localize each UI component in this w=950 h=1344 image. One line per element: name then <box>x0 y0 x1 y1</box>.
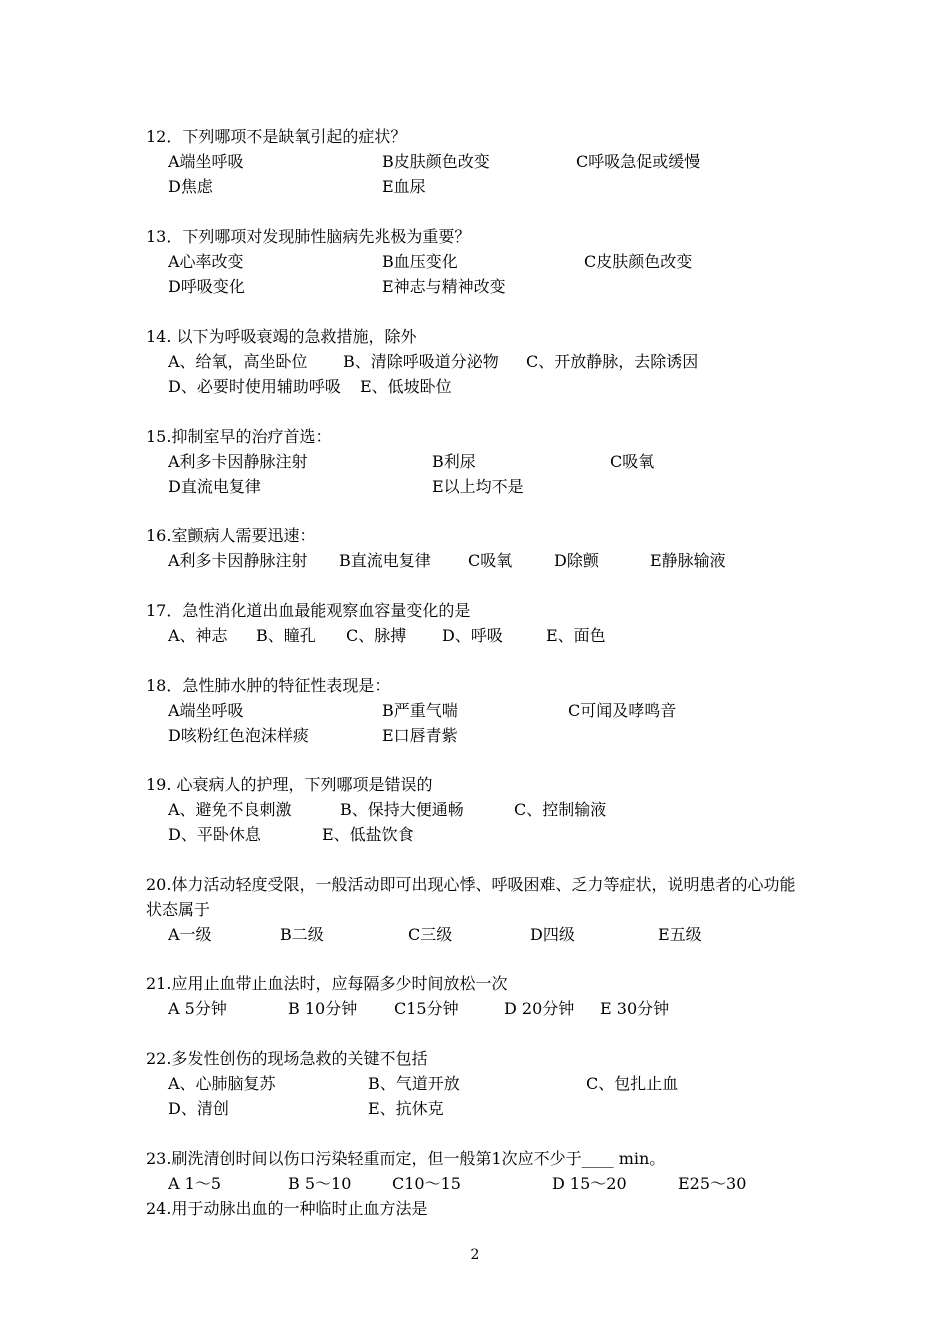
option-c: C呼吸急促或缓慢 <box>576 152 701 171</box>
option-a: A利多卡因静脉注射 <box>168 551 308 570</box>
option-e: E五级 <box>658 925 702 944</box>
option-e: E25～30 <box>678 1174 747 1193</box>
option-d: D呼吸变化 <box>168 277 245 296</box>
option-a: A、避免不良刺激 <box>168 800 292 819</box>
option-c: C、控制输液 <box>514 800 607 819</box>
question-23 <box>146 1146 846 1196</box>
question-22 <box>146 1046 846 1121</box>
question-15 <box>146 424 846 499</box>
option-a: A一级 <box>168 925 212 944</box>
option-d: D、必要时使用辅助呼吸 <box>168 377 341 396</box>
option-e: E、低坡卧位 <box>360 377 452 396</box>
option-row <box>146 174 846 199</box>
option-e: E静脉输液 <box>650 551 726 570</box>
option-e: E、抗休克 <box>368 1099 444 1118</box>
question-stem: 17．急性消化道出血最能观察血容量变化的是 <box>146 601 471 620</box>
option-row <box>146 149 846 174</box>
question-13 <box>146 224 846 299</box>
option-a: A利多卡因静脉注射 <box>168 452 308 471</box>
question-stem: 22.多发性创伤的现场急救的关键不包括 <box>146 1049 428 1068</box>
option-row <box>146 548 846 573</box>
option-row <box>146 274 846 299</box>
option-row <box>146 1096 846 1121</box>
option-b: B血压变化 <box>382 252 458 271</box>
option-b: B利尿 <box>432 452 476 471</box>
question-stem: 24.用于动脉出血的一种临时止血方法是 <box>146 1199 428 1218</box>
option-e: E神志与精神改变 <box>382 277 506 296</box>
option-row <box>146 1171 846 1196</box>
option-row <box>146 996 846 1021</box>
option-a: A、给氧，高坐卧位 <box>168 352 308 371</box>
option-c: C10～15 <box>392 1174 461 1193</box>
option-e: E、低盐饮食 <box>322 825 414 844</box>
option-d: D 20分钟 <box>504 999 575 1018</box>
option-b: B、清除呼吸道分泌物 <box>343 352 499 371</box>
question-stem: 19. 心衰病人的护理，下列哪项是错误的 <box>146 775 433 794</box>
question-16 <box>146 523 846 573</box>
option-row <box>146 349 846 374</box>
option-row <box>146 797 846 822</box>
option-d: D四级 <box>530 925 575 944</box>
option-c: C皮肤颜色改变 <box>584 252 693 271</box>
option-a: A心率改变 <box>168 252 244 271</box>
question-14 <box>146 324 846 399</box>
option-row <box>146 1071 846 1096</box>
option-b: B 10分钟 <box>288 999 358 1018</box>
option-row <box>146 922 846 947</box>
option-c: C、脉搏 <box>346 626 407 645</box>
question-21 <box>146 971 846 1021</box>
question-12 <box>146 124 846 199</box>
option-d: D、呼吸 <box>442 626 503 645</box>
option-d: D除颤 <box>554 551 599 570</box>
question-stem: 15.抑制室早的治疗首选： <box>146 427 332 446</box>
question-stem: 16.室颤病人需要迅速： <box>146 526 316 545</box>
option-e: E口唇青紫 <box>382 726 458 745</box>
option-c: C吸氧 <box>610 452 655 471</box>
option-row <box>146 449 846 474</box>
option-b: B、保持大便通畅 <box>340 800 464 819</box>
question-stem: 18．急性肺水肿的特征性表现是： <box>146 676 391 695</box>
question-stem: 14. 以下为呼吸衰竭的急救措施，除外 <box>146 327 417 346</box>
option-row <box>146 374 846 399</box>
question-stem: 23.刷洗清创时间以伤口污染轻重而定，但一般第1次应不少于____ min。 <box>146 1149 666 1168</box>
option-c: C、包扎止血 <box>586 1074 679 1093</box>
option-b: B皮肤颜色改变 <box>382 152 490 171</box>
option-e: E血尿 <box>382 177 426 196</box>
question-19 <box>146 772 846 847</box>
option-c: C三级 <box>408 925 453 944</box>
option-row <box>146 474 846 499</box>
option-d: D焦虑 <box>168 177 213 196</box>
option-c: C15分钟 <box>394 999 459 1018</box>
option-a: A端坐呼吸 <box>168 152 244 171</box>
option-a: A 5分钟 <box>168 999 227 1018</box>
option-a: A端坐呼吸 <box>168 701 244 720</box>
option-c: C吸氧 <box>468 551 513 570</box>
option-a: A、神志 <box>168 626 228 645</box>
option-b: B直流电复律 <box>339 551 431 570</box>
option-b: B 5～10 <box>288 1174 352 1193</box>
question-stem: 20.体力活动轻度受限，一般活动即可出现心悸、呼吸困难、乏力等症状，说明患者的心功能状态属于 <box>146 875 796 919</box>
option-b: B、瞳孔 <box>256 626 316 645</box>
option-row <box>146 623 846 648</box>
page-number: 2 <box>470 1247 480 1263</box>
option-b: B二级 <box>280 925 324 944</box>
option-d: D、平卧休息 <box>168 825 261 844</box>
option-c: C可闻及哮鸣音 <box>568 701 677 720</box>
question-stem: 12．下列哪项不是缺氧引起的症状？ <box>146 127 407 146</box>
option-row <box>146 723 846 748</box>
option-row <box>146 249 846 274</box>
question-stem: 21.应用止血带止血法时，应每隔多少时间放松一次 <box>146 974 508 993</box>
option-row <box>146 698 846 723</box>
option-e: E、面色 <box>546 626 606 645</box>
question-24 <box>146 1196 846 1221</box>
option-d: D、清创 <box>168 1099 229 1118</box>
question-17 <box>146 598 846 648</box>
option-a: A、心肺脑复苏 <box>168 1074 276 1093</box>
option-d: D直流电复律 <box>168 477 261 496</box>
option-d: D咳粉红色泡沫样痰 <box>168 726 309 745</box>
option-d: D 15～20 <box>552 1174 627 1193</box>
option-b: B、气道开放 <box>368 1074 460 1093</box>
option-b: B严重气喘 <box>382 701 458 720</box>
option-c: C、开放静脉，去除诱因 <box>526 352 699 371</box>
option-e: E 30分钟 <box>600 999 670 1018</box>
question-20 <box>146 872 846 947</box>
option-e: E以上均不是 <box>432 477 524 496</box>
question-stem: 13．下列哪项对发现肺性脑病先兆极为重要？ <box>146 227 471 246</box>
question-18 <box>146 673 846 748</box>
option-row <box>146 822 846 847</box>
option-a: A 1～5 <box>168 1174 222 1193</box>
